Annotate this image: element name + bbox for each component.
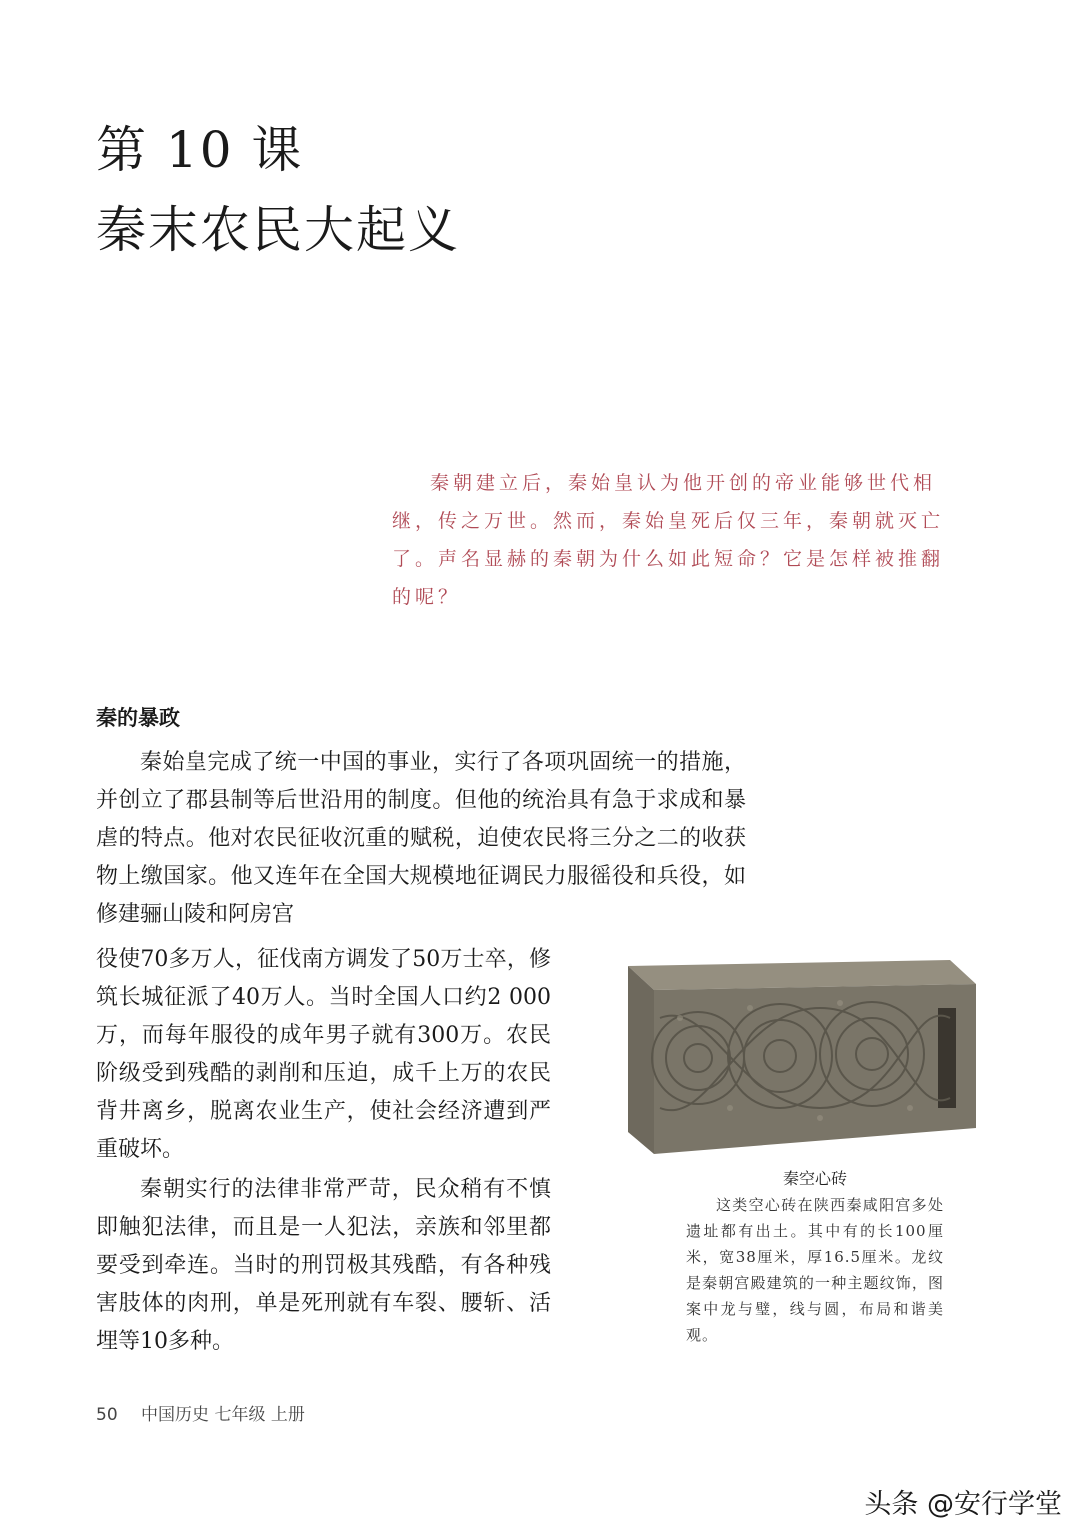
page-footer [96, 1400, 305, 1425]
brick-front-face [654, 984, 976, 1154]
figure-title: 秦空心砖 [782, 1169, 847, 1188]
lesson-title [96, 110, 460, 270]
body-paragraph-2: 秦朝实行的法律非常严苛，民众稍有不慎即触犯法律，而且是一人犯法，亲族和邻里都要受到牵连。当时的刑罚极其残酷，有各种残害肢体的肉刑，单是死刑就有车裂、腰斩、活埋等10多种。 [96, 1177, 551, 1354]
lesson-number: 第 10 课 [96, 121, 304, 179]
brick-left-face [628, 966, 654, 1154]
lesson-name: 秦末农民大起义 [96, 201, 460, 259]
intro-paragraph: 秦朝建立后，秦始皇认为他开创的帝业能够世代相继，传之万世。然而，秦始皇死后仅三年，秦朝就灭亡了。声名显赫的秦朝为什么如此短命？它是怎样被推翻的呢？ [392, 472, 945, 608]
brick-hollow-slot [938, 1008, 956, 1108]
book-title: 中国历史 七年级 上册 [141, 1405, 305, 1425]
page-number: 50 [96, 1405, 118, 1425]
section-heading: 秦的暴政 [96, 706, 180, 730]
figure-caption: 这类空心砖在陕西秦咸阳宫多处遗址都有出土。其中有的长100厘米，宽38厘米，厚16.5厘米。龙纹是秦朝宫殿建筑的一种主题纹饰，图案中龙与璧，线与圆，布局和谐美观。 [686, 1196, 944, 1344]
hollow-brick-image [620, 958, 982, 1158]
body-paragraph-1-continued: 役使70多万人，征伐南方调发了50万士卒，修筑长城征派了40万人。当时全国人口约2 000万，而每年服役的成年男子就有300万。农民阶级受到残酷的剥削和压迫，成千上万的农民背井离乡，脱离农业生产，使社会经济遭到严重破坏。 [96, 947, 551, 1162]
body-paragraph-1: 秦始皇完成了统一中国的事业，实行了各项巩固统一的措施，并创立了郡县制等后世沿用的制度。但他的统治具有急于求成和暴虐的特点。他对农民征收沉重的赋税，迫使农民将三分之二的收获物上缴国家。他又连年在全国大规模地征调民力服徭役和兵役，如修建骊山陵和阿房宫 [96, 750, 746, 927]
watermark: 头条 @安行学堂 [864, 1489, 1062, 1520]
